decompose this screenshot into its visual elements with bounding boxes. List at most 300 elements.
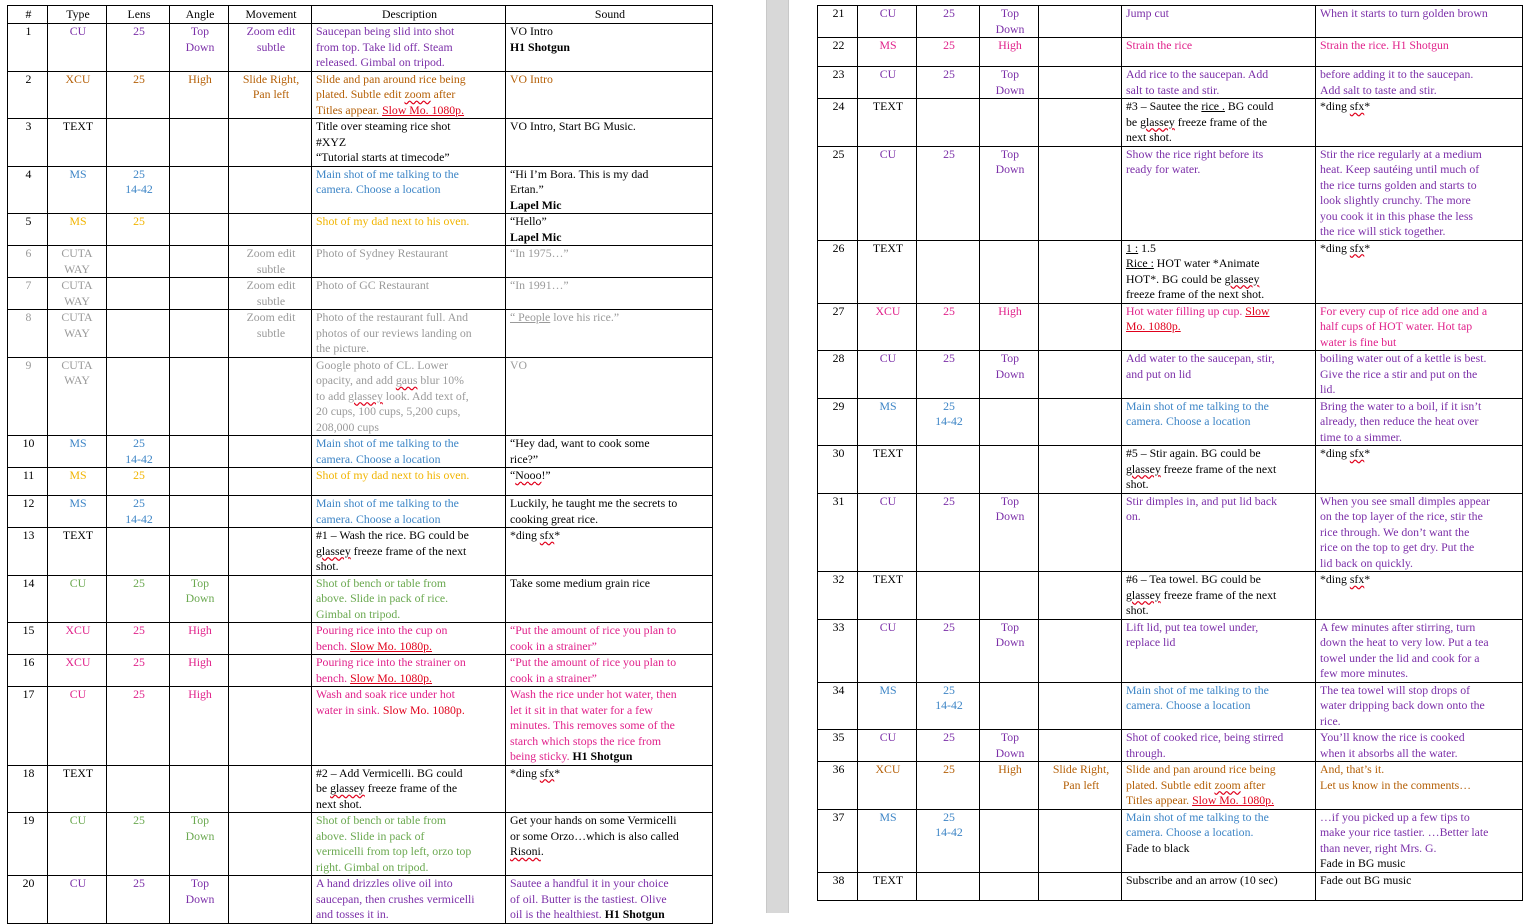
text-run: bench. [316,638,351,653]
text-run: Stir dimples in, and put lid back [1126,493,1278,508]
cell-type: XCU [48,71,107,119]
cell-line [1320,351,1520,367]
cell-number: 38 [818,872,858,900]
cell-movement [229,468,312,496]
text-run: after [1240,777,1266,792]
cell-line [316,24,503,40]
header-movement: Movement [229,6,312,24]
cell-line [316,182,503,198]
cell-line: 25 [133,166,145,181]
cell-angle [170,496,229,528]
text-run: freeze frame of the next [1160,461,1277,476]
text-run: VO [510,357,528,372]
cell-line: Top [1000,6,1020,20]
cell-line [316,246,503,262]
table-row [8,119,713,167]
cell-number: 4 [8,166,48,214]
cell-movement [1039,6,1122,38]
table-body-right [818,6,1523,901]
cell-line [316,436,503,452]
cell-movement [229,496,312,528]
cell-description [312,71,506,119]
cell-description [1122,99,1316,147]
cell-line [1126,83,1313,99]
cell-lens [107,119,170,167]
cell-type: XCU [858,762,917,810]
cell-lens [917,446,980,494]
cell-angle [980,398,1039,446]
shot-list-table-left [7,5,713,924]
cell-angle [980,99,1039,147]
cell-angle [170,813,229,876]
text-run: 20 cups, 100 cups, 5,200 cups, [316,404,461,418]
cell-line: Zoom edit [246,310,296,324]
cell-number: 26 [818,240,858,303]
cell-line [316,404,503,420]
table-row [8,813,713,876]
table-row [8,357,713,436]
cell-line [1320,304,1520,320]
cell-line: 25 [943,619,955,634]
text-run: * [1364,99,1371,113]
text-run: * [1364,446,1371,460]
cell-type: CUTA WAY [48,246,107,278]
table-row [818,446,1523,494]
text-run: already, then reduce the heat over [1320,414,1479,428]
text-run: photos of our reviews landing on [316,325,472,340]
text-run: #2 – Add Vermicelli. BG could [316,765,463,780]
header-lens: Lens [107,6,170,24]
cell-line [316,40,503,56]
cell-line [316,607,503,623]
table-header-row [8,6,713,24]
cell-description [1122,809,1316,872]
text-run: be [316,781,331,795]
cell-description [312,278,506,310]
cell-line [1320,746,1520,762]
text-run: …if you picked up a few tips to [1320,809,1470,824]
cell-number: 13 [8,528,48,576]
text-run: Show the rice right before its [1126,146,1264,161]
cell-description [312,655,506,687]
text-run: saucepan, then crushes vermicelli [316,891,475,906]
cell-angle [170,687,229,766]
text-run: Slow Mo. 1080p. [382,102,465,117]
cell-lens [107,876,170,924]
text-run: When it starts to turn golden brown [1320,6,1488,20]
cell-line [1126,462,1313,478]
cell-description [1122,730,1316,762]
text-run: boiling water out of a kettle is best. [1320,351,1487,365]
text-run: Fade in BG music [1320,856,1406,870]
text-run: Google photo of CL. Lower [316,357,449,372]
text-run: bench. [316,670,351,685]
cell-lens [917,99,980,147]
cell-line [510,749,710,765]
cell-line: subtle [256,293,286,308]
cell-movement [229,166,312,214]
cell-number: 33 [818,619,858,682]
cell-line [1126,588,1313,604]
cell-line [1320,414,1520,430]
cell-line [510,214,710,230]
cell-description [1122,6,1316,38]
cell-line: 25 [133,813,145,827]
cell-line [1126,414,1313,430]
text-run: “Tutorial starts at timecode” [316,150,450,164]
cell-description [1122,619,1316,682]
cell-lens [917,398,980,446]
cell-number: 21 [818,6,858,38]
cell-line [510,703,710,719]
text-run: When you see small dimples appear [1320,493,1491,508]
cell-sound [506,214,713,246]
cell-number: 29 [818,398,858,446]
text-run: “In 1991…” [510,278,569,292]
cell-line: 25 [943,682,955,697]
cell-type: CU [48,813,107,876]
text-run: shot. [1126,603,1149,617]
cell-number: 15 [8,623,48,655]
table-row [8,876,713,924]
cell-line: 25 [943,67,955,81]
cell-angle [980,619,1039,682]
cell-lens [917,682,980,730]
cell-number: 19 [8,813,48,876]
cell-angle [980,67,1039,99]
cell-sound [506,496,713,528]
cell-line: 14-42 [125,451,153,466]
cell-line [510,907,710,923]
text-run: “Put the amount of rice you plan to [510,623,677,637]
text-run: look slightly crunchy. The more [1320,193,1471,207]
text-run: sfx [1349,572,1365,586]
text-run: Titles appear. [1126,793,1193,807]
cell-description [312,496,506,528]
cell-line [1126,99,1313,115]
text-run: Gimbal on tripod. [316,606,401,621]
cell-line: Slide Right, [242,71,300,86]
cell-line [510,639,710,655]
cell-sound [1316,619,1523,682]
cell-movement [1039,762,1122,810]
cell-line [510,24,710,40]
cell-line [1126,130,1313,146]
cell-line [510,278,710,294]
cell-line [1126,762,1313,778]
cell-line [1320,430,1520,446]
cell-description [1122,67,1316,99]
cell-line: High [188,623,212,637]
cell-line [510,671,710,687]
cell-number: 34 [818,682,858,730]
cell-type: TEXT [858,99,917,147]
text-run: “Put the amount of rice you plan to [510,655,677,669]
cell-sound [1316,872,1523,900]
cell-line [1320,99,1520,115]
cell-line [1126,367,1313,383]
text-run: Main shot of me talking to the [1126,398,1269,413]
text-run: plated. Subtle edit [1126,777,1215,792]
cell-lens [917,619,980,682]
cell-line [1320,730,1520,746]
cell-line [1320,572,1520,588]
cell-type: CU [48,876,107,924]
cell-description [312,765,506,813]
cell-line [1320,683,1520,699]
text-run: towel under the lid and cook for a [1320,650,1480,665]
cell-lens [107,655,170,687]
cell-angle [170,468,229,496]
text-run: Let us know in the comments… [1320,777,1472,792]
cell-line: Down [995,21,1025,36]
cell-sound [506,765,713,813]
text-run: You’ll know the rice is cooked [1320,730,1465,744]
text-run: of oil. Butter is the tastiest. Olive [510,891,667,906]
cell-sound [506,246,713,278]
cell-line [510,813,710,829]
text-run: camera. Choose a location [316,182,441,196]
text-run: shot. [316,559,339,573]
text-run: Shot of cooked rice, being stirred [1126,730,1284,744]
cell-line: Down [995,162,1025,176]
cell-line [1126,304,1313,320]
table-body-left [8,24,713,924]
cell-sound [506,71,713,119]
text-run: opacity, and add [316,373,396,387]
cell-line [1320,38,1520,54]
cell-line [1320,556,1520,572]
cell-sound [506,119,713,167]
cell-line [1320,162,1520,178]
cell-line [316,829,503,845]
cell-movement [229,876,312,924]
cell-line [510,734,710,750]
text-run: next shot. [316,796,362,811]
text-run: blur 10% [417,373,464,387]
cell-lens [107,623,170,655]
text-run: love his rice.” [550,310,620,324]
text-run: Wash and soak rice under hot [316,687,455,701]
text-run: Nooo [515,468,542,482]
cell-lens [917,38,980,67]
cell-lens [107,166,170,214]
cell-line [316,214,503,230]
cell-movement [1039,572,1122,620]
cell-line [316,358,503,374]
cell-line [510,182,710,198]
cell-line [316,528,503,544]
cell-number: 1 [8,24,48,72]
cell-line [316,278,503,294]
cell-angle [170,24,229,72]
cell-line [1126,147,1313,163]
cell-line: Down [185,828,215,843]
cell-number: 31 [818,493,858,572]
text-run: lid. [1320,382,1336,396]
cell-sound [506,876,713,924]
cell-angle [170,876,229,924]
table-row [818,6,1523,38]
cell-line [1320,873,1520,889]
cell-movement [229,765,312,813]
cell-movement [1039,99,1122,147]
cell-movement [1039,446,1122,494]
cell-angle [170,357,229,436]
cell-line [1126,256,1313,272]
cell-lens [107,528,170,576]
cell-line [510,528,710,544]
cell-line: Top [1000,493,1020,508]
cell-line [1126,825,1313,841]
text-run: Sautee a handful it in your choice [510,876,669,890]
text-run: oil is the healthiest. [510,907,605,921]
cell-sound [506,278,713,310]
cell-sound [506,436,713,468]
table-row [8,71,713,119]
text-run: 1 : [1126,240,1139,255]
cell-number: 35 [818,730,858,762]
cell-line: Top [190,876,210,890]
cell-angle [980,809,1039,872]
cell-number: 16 [8,655,48,687]
text-run: after [430,87,456,101]
cell-line [316,639,503,655]
cell-line [1320,810,1520,826]
text-run: *ding [510,765,540,780]
text-run: rice?” [510,451,539,466]
cell-line: 14-42 [935,414,963,428]
cell-lens [917,872,980,900]
text-run: Photo of the restaurant full. And [316,310,469,324]
cell-line: 25 [943,762,955,776]
cell-number: 27 [818,303,858,351]
cell-line [510,844,710,860]
text-run: next shot. [1126,130,1172,144]
text-run: down the heat to very low. Put a tea [1320,635,1489,649]
table-row [8,166,713,214]
cell-type: CU [858,146,917,240]
text-run: Give the rice a stir and put on the [1320,366,1478,381]
text-run: “ People [510,310,551,324]
cell-angle [170,528,229,576]
table-row [8,436,713,468]
text-run: Slide and pan around rice being [1126,762,1276,776]
text-run: sfx [1349,99,1365,113]
cell-description [312,468,506,496]
text-run: 1.5 [1138,240,1156,255]
cell-movement [229,655,312,687]
text-run: Shot of my dad next to his oven. [316,214,470,228]
text-run: Slow Mo. 1080p. [382,702,465,717]
cell-sound [506,357,713,436]
text-run: than never, right Mrs. G. [1320,840,1437,855]
table-row [8,278,713,310]
cell-description [312,24,506,72]
cell-description [1122,398,1316,446]
cell-line [1126,810,1313,826]
cell-line [316,860,503,876]
cell-line: High [188,655,212,669]
cell-number: 36 [818,762,858,810]
cell-type: CU [858,6,917,38]
cell-line [1320,319,1520,335]
cell-line [1320,224,1520,240]
text-run: sfx [539,528,555,542]
text-run: freeze frame of the [364,781,458,795]
table-row [818,809,1523,872]
table-row [8,528,713,576]
text-run: before adding it to the saucepan. [1320,67,1474,81]
cell-line [316,671,503,687]
text-run: Take some medium grain rice [510,575,651,590]
text-run: Shot of bench or table from [316,575,447,590]
cell-type: MS [48,214,107,246]
text-run: and tosses it in. [316,907,389,921]
text-run: few more minutes. [1320,666,1409,680]
text-run: or some Orzo…which is also called [510,828,679,843]
cell-line [1320,83,1520,99]
cell-type: XCU [858,303,917,351]
cell-sound [506,623,713,655]
cell-line: 25 [943,303,955,318]
cell-line: 25 [943,146,955,161]
text-run: when it absorbs all the water. [1320,745,1458,760]
text-run: Saucepan being slid into shot [316,24,455,38]
text-run: The tea towel will stop drops of [1320,682,1471,697]
cell-movement [1039,809,1122,872]
table-row [818,493,1523,572]
cell-sound [1316,493,1523,572]
text-run: Shot of my dad next to his oven. [316,468,470,482]
text-run: Slow Mo. 1080p. [350,638,433,653]
cell-sound [1316,240,1523,303]
cell-line [1126,6,1313,22]
cell-line [316,576,503,592]
text-run: time to a simmer. [1320,429,1402,444]
cell-type: CU [858,67,917,99]
cell-line [1126,67,1313,83]
cell-sound [1316,6,1523,38]
text-run: the rice turns golden and starts to [1320,177,1477,192]
cell-sound [1316,809,1523,872]
cell-line [510,230,710,246]
cell-line: subtle [256,39,286,54]
cell-line [510,876,710,892]
cell-line [1320,209,1520,225]
text-run: Subscribe and an arrow (10 sec) [1126,872,1278,887]
text-run: Shot of bench or table from [316,813,447,827]
cell-line: 25 [943,398,955,413]
cell-movement [229,813,312,876]
cell-number: 12 [8,496,48,528]
header-description: Description [312,6,506,24]
text-run: 208,000 cups [316,419,379,434]
cell-line [1320,335,1520,351]
cell-line: Down [995,509,1025,523]
cell-line: 25 [133,655,145,669]
cell-line [1126,351,1313,367]
cell-line: High [188,687,212,701]
cell-number: 22 [818,38,858,67]
text-run: Title over steaming rice shot [316,119,451,133]
cell-type: MS [858,38,917,67]
text-run: HOT water *Animate [1153,256,1260,270]
cell-type: TEXT [858,446,917,494]
text-run: rice. [1320,713,1341,728]
text-run: Main shot of me talking to the [1126,809,1269,824]
text-run: Add water to the saucepan, stir, [1126,351,1275,365]
